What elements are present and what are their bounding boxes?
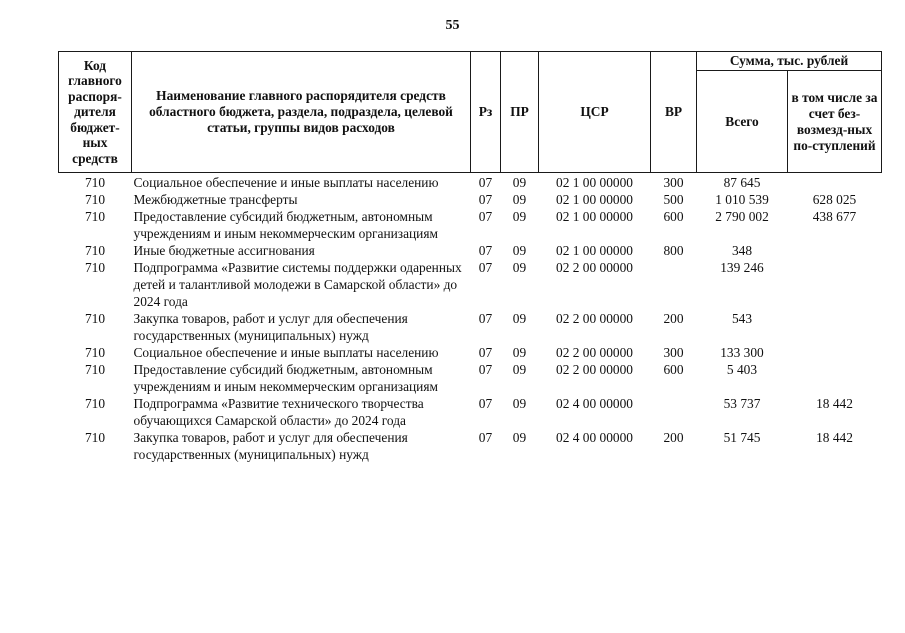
cell-code: 710 xyxy=(84,311,106,326)
budget-table xyxy=(58,51,882,463)
cell-incl xyxy=(788,361,882,395)
cell-name: Закупка товаров, работ и услуг для обеспечения государственных (муниципальных) нужд xyxy=(133,311,408,343)
header-incl: в том числе за счет без-возмезд-ных по-ступлений xyxy=(788,71,882,173)
cell-incl xyxy=(788,310,882,344)
cell-vr xyxy=(651,259,697,310)
cell-rz: 07 xyxy=(478,260,493,275)
cell-rz: 07 xyxy=(478,311,493,326)
header-vr: ВР xyxy=(651,52,697,173)
header-rz: Рз xyxy=(471,52,501,173)
table-row xyxy=(59,395,882,429)
cell-rz: 07 xyxy=(478,243,493,258)
cell-name: Иные бюджетные ассигнования xyxy=(133,243,315,258)
header-pr: ПР xyxy=(501,52,539,173)
page-number: 55 xyxy=(445,18,460,33)
cell-rz: 07 xyxy=(478,192,493,207)
cell-incl: 18 442 xyxy=(816,396,853,411)
cell-pr: 09 xyxy=(512,311,527,326)
cell-vr: 200 xyxy=(663,430,684,445)
cell-pr: 09 xyxy=(512,192,527,207)
cell-name: Социальное обеспечение и иные выплаты населению xyxy=(133,345,439,360)
cell-pr: 09 xyxy=(512,430,527,445)
cell-incl: 18 442 xyxy=(816,430,853,445)
cell-pr: 09 xyxy=(512,175,527,190)
cell-vr: 600 xyxy=(663,209,684,224)
header-total: Всего xyxy=(697,71,788,173)
table-row xyxy=(59,361,882,395)
cell-csr: 02 2 00 00000 xyxy=(556,311,633,326)
cell-name: Социальное обеспечение и иные выплаты населению xyxy=(133,175,439,190)
cell-pr: 09 xyxy=(512,209,527,224)
cell-code: 710 xyxy=(84,260,106,275)
cell-vr: 600 xyxy=(663,362,684,377)
cell-total: 543 xyxy=(731,311,753,326)
cell-rz: 07 xyxy=(478,396,493,411)
table-row xyxy=(59,310,882,344)
cell-csr: 02 2 00 00000 xyxy=(556,362,633,377)
cell-total: 51 745 xyxy=(723,430,761,445)
cell-incl xyxy=(788,259,882,310)
cell-rz: 07 xyxy=(478,430,493,445)
cell-total: 53 737 xyxy=(723,396,761,411)
table-body xyxy=(59,173,882,464)
header-sum: Сумма, тыс. рублей xyxy=(697,52,882,71)
cell-total: 5 403 xyxy=(726,362,758,377)
table-row xyxy=(59,242,882,259)
header-csr: ЦСР xyxy=(539,52,651,173)
cell-incl xyxy=(788,344,882,361)
cell-code: 710 xyxy=(84,175,106,190)
cell-csr: 02 1 00 00000 xyxy=(556,175,633,190)
cell-name: Предоставление субсидий бюджетным, автономным учреждениям и иным некоммерческим организациям xyxy=(133,209,438,241)
table-row xyxy=(59,429,882,463)
cell-code: 710 xyxy=(84,396,106,411)
cell-vr xyxy=(651,395,697,429)
cell-csr: 02 1 00 00000 xyxy=(556,243,633,258)
cell-csr: 02 1 00 00000 xyxy=(556,192,633,207)
cell-vr: 800 xyxy=(663,243,684,258)
cell-rz: 07 xyxy=(478,175,493,190)
cell-rz: 07 xyxy=(478,345,493,360)
cell-total: 139 246 xyxy=(720,260,764,275)
cell-total: 1 010 539 xyxy=(715,192,769,207)
cell-code: 710 xyxy=(84,192,106,207)
header-code: Код главного распоря-дителя бюджет-ных средств xyxy=(59,52,132,173)
cell-code: 710 xyxy=(84,345,106,360)
cell-csr: 02 2 00 00000 xyxy=(556,345,633,360)
cell-csr: 02 4 00 00000 xyxy=(556,430,633,445)
cell-total: 348 xyxy=(731,243,753,258)
cell-incl xyxy=(788,242,882,259)
header-name: Наименование главного распорядителя средств областного бюджета, раздела, подраздела, целевой статьи, группы видов расходов xyxy=(132,52,471,173)
cell-vr: 500 xyxy=(663,192,684,207)
cell-total: 2 790 002 xyxy=(715,209,769,224)
cell-incl: 438 677 xyxy=(812,209,857,224)
table-row xyxy=(59,208,882,242)
cell-code: 710 xyxy=(84,430,106,445)
table-row xyxy=(59,259,882,310)
cell-rz: 07 xyxy=(478,362,493,377)
cell-csr: 02 2 00 00000 xyxy=(556,260,633,275)
cell-code: 710 xyxy=(84,362,106,377)
cell-name: Подпрограмма «Развитие системы поддержки одаренных детей и талантливой молодежи в Самарской области» до 2024 года xyxy=(133,260,462,309)
cell-vr: 200 xyxy=(663,311,684,326)
table-row xyxy=(59,344,882,361)
cell-pr: 09 xyxy=(512,345,527,360)
table-header xyxy=(59,52,882,173)
cell-csr: 02 1 00 00000 xyxy=(556,209,633,224)
cell-pr: 09 xyxy=(512,396,527,411)
cell-pr: 09 xyxy=(512,362,527,377)
table-row xyxy=(59,191,882,208)
cell-total: 87 645 xyxy=(723,175,761,190)
cell-pr: 09 xyxy=(512,243,527,258)
cell-name: Предоставление субсидий бюджетным, автономным учреждениям и иным некоммерческим организациям xyxy=(133,362,438,394)
cell-code: 710 xyxy=(84,243,106,258)
cell-name: Закупка товаров, работ и услуг для обеспечения государственных (муниципальных) нужд xyxy=(133,430,408,462)
cell-incl xyxy=(788,173,882,192)
table-row xyxy=(59,173,882,192)
cell-name: Межбюджетные трансферты xyxy=(133,192,298,207)
cell-vr: 300 xyxy=(663,345,684,360)
cell-incl: 628 025 xyxy=(812,192,857,207)
cell-rz: 07 xyxy=(478,209,493,224)
cell-pr: 09 xyxy=(512,260,527,275)
cell-name: Подпрограмма «Развитие технического творчества обучающихся Самарской области» до 2024 года xyxy=(133,396,424,428)
cell-code: 710 xyxy=(84,209,106,224)
cell-csr: 02 4 00 00000 xyxy=(556,396,633,411)
cell-vr: 300 xyxy=(663,175,684,190)
cell-total: 133 300 xyxy=(720,345,764,360)
